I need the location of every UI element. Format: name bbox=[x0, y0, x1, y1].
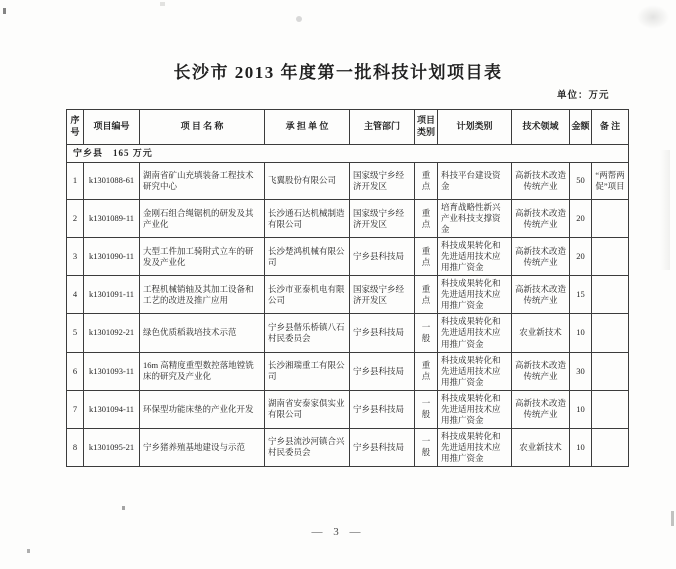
cell-undertaker: 湖南省安泰家俱实业有限公司 bbox=[265, 390, 350, 428]
cell-project-code: k1301088-61 bbox=[84, 163, 140, 200]
cell-tech-field: 农业新技术 bbox=[512, 314, 570, 352]
col-header-project-name: 项 目 名 称 bbox=[140, 110, 265, 145]
cell-remark bbox=[592, 428, 629, 466]
cell-project-code: k1301094-11 bbox=[84, 390, 140, 428]
cell-project-code: k1301092-21 bbox=[84, 314, 140, 352]
cell-department: 宁乡县科技局 bbox=[350, 238, 415, 276]
cell-remark bbox=[592, 390, 629, 428]
cell-undertaker: 宁乡县流沙河镇合兴村民委员会 bbox=[265, 428, 350, 466]
cell-project-name: 16m 高精度重型数控落地镗铣床的研究及产业化 bbox=[140, 352, 265, 390]
cell-project-code: k1301090-11 bbox=[84, 238, 140, 276]
cell-remark bbox=[592, 314, 629, 352]
cell-project-code: k1301091-11 bbox=[84, 276, 140, 314]
table-row bbox=[67, 276, 629, 314]
cell-project-code: k1301095-21 bbox=[84, 428, 140, 466]
cell-department: 国家级宁乡经济开发区 bbox=[350, 276, 415, 314]
cell-project-name: 金刚石组合绳锯机的研发及其产业化 bbox=[140, 200, 265, 238]
col-header-seq: 序号 bbox=[67, 110, 84, 145]
scan-artifact bbox=[3, 8, 6, 14]
cell-project-name: 环保型功能床垫的产业化开发 bbox=[140, 390, 265, 428]
cell-project-type: 重点 bbox=[415, 238, 438, 276]
cell-tech-field: 农业新技术 bbox=[512, 428, 570, 466]
scan-artifact bbox=[660, 150, 670, 270]
cell-plan-category: 科技成果转化和先进适用技术应用推广资金 bbox=[438, 390, 512, 428]
cell-department: 国家级宁乡经济开发区 bbox=[350, 163, 415, 200]
cell-project-name: 绿色优质稻栽培技术示范 bbox=[140, 314, 265, 352]
cell-plan-category: 科技成果转化和先进适用技术应用推广资金 bbox=[438, 428, 512, 466]
scan-artifact bbox=[296, 16, 302, 22]
table-row bbox=[67, 238, 629, 276]
scan-artifact bbox=[27, 549, 30, 553]
cell-plan-category: 科技成果转化和先进适用技术应用推广资金 bbox=[438, 276, 512, 314]
cell-amount: 10 bbox=[570, 314, 592, 352]
col-header-project-code: 项目编号 bbox=[84, 110, 140, 145]
cell-plan-category: 科技成果转化和先进适用技术应用推广资金 bbox=[438, 352, 512, 390]
cell-tech-field: 高新技术改造传统产业 bbox=[512, 238, 570, 276]
scan-artifact bbox=[671, 511, 674, 526]
cell-plan-category: 科技成果转化和先进适用技术应用推广资金 bbox=[438, 238, 512, 276]
cell-project-type: 一般 bbox=[415, 314, 438, 352]
cell-amount: 20 bbox=[570, 200, 592, 238]
cell-amount: 50 bbox=[570, 163, 592, 200]
cell-plan-category: 培育战略性新兴产业科技支撑资金 bbox=[438, 200, 512, 238]
group-row-label: 宁乡县 165 万元 bbox=[67, 145, 629, 163]
county-group-row bbox=[67, 145, 629, 163]
page-title: 长沙市 2013 年度第一批科技计划项目表 bbox=[173, 63, 503, 82]
cell-tech-field: 高新技术改造传统产业 bbox=[512, 163, 570, 200]
cell-seq: 7 bbox=[67, 390, 84, 428]
cell-department: 国家级宁乡经济开发区 bbox=[350, 200, 415, 238]
cell-project-name: 宁乡猪养殖基地建设与示范 bbox=[140, 428, 265, 466]
cell-seq: 5 bbox=[67, 314, 84, 352]
col-header-department: 主管部门 bbox=[350, 110, 415, 145]
cell-tech-field: 高新技术改造传统产业 bbox=[512, 200, 570, 238]
cell-department: 宁乡县科技局 bbox=[350, 428, 415, 466]
cell-project-type: 一般 bbox=[415, 428, 438, 466]
cell-plan-category: 科技成果转化和先进适用技术应用推广资金 bbox=[438, 314, 512, 352]
cell-project-type: 重点 bbox=[415, 352, 438, 390]
cell-amount: 15 bbox=[570, 276, 592, 314]
cell-amount: 30 bbox=[570, 352, 592, 390]
cell-seq: 1 bbox=[67, 163, 84, 200]
cell-remark bbox=[592, 238, 629, 276]
cell-project-code: k1301093-11 bbox=[84, 352, 140, 390]
col-header-tech-field: 技术领域 bbox=[512, 110, 570, 145]
cell-project-name: 湖南省矿山充填装备工程技术研究中心 bbox=[140, 163, 265, 200]
cell-undertaker: 宁乡县偕乐桥镇八石村民委员会 bbox=[265, 314, 350, 352]
cell-remark: “两帮两促”项目 bbox=[592, 163, 629, 200]
cell-seq: 6 bbox=[67, 352, 84, 390]
cell-department: 宁乡县科技局 bbox=[350, 314, 415, 352]
cell-amount: 20 bbox=[570, 238, 592, 276]
col-header-undertaker: 承 担 单 位 bbox=[265, 110, 350, 145]
table-row bbox=[67, 390, 629, 428]
cell-remark bbox=[592, 352, 629, 390]
cell-project-name: 大型工件加工骑附式立车的研发及产业化 bbox=[140, 238, 265, 276]
cell-department: 宁乡县科技局 bbox=[350, 390, 415, 428]
col-header-amount: 金额 bbox=[570, 110, 592, 145]
cell-plan-category: 科技平台建设资金 bbox=[438, 163, 512, 200]
table-row bbox=[67, 314, 629, 352]
projects-table bbox=[66, 109, 629, 467]
scan-artifact bbox=[630, 0, 676, 34]
cell-project-type: 重点 bbox=[415, 276, 438, 314]
cell-remark bbox=[592, 276, 629, 314]
scan-artifact bbox=[122, 506, 125, 510]
cell-project-name: 工程机械销轴及其加工设备和工艺的改进及推广应用 bbox=[140, 276, 265, 314]
cell-seq: 3 bbox=[67, 238, 84, 276]
cell-undertaker: 长沙湘瑞重工有限公司 bbox=[265, 352, 350, 390]
unit-note: 单位：万元 bbox=[557, 91, 610, 101]
page-number: — 3 — bbox=[311, 526, 365, 538]
col-header-plan-category: 计划类别 bbox=[438, 110, 512, 145]
header-row bbox=[67, 110, 629, 145]
cell-tech-field: 高新技术改造传统产业 bbox=[512, 276, 570, 314]
cell-project-type: 重点 bbox=[415, 200, 438, 238]
cell-tech-field: 高新技术改造传统产业 bbox=[512, 390, 570, 428]
cell-undertaker: 飞翼股份有限公司 bbox=[265, 163, 350, 200]
cell-undertaker: 长沙楚鸿机械有限公司 bbox=[265, 238, 350, 276]
col-header-remark: 备 注 bbox=[592, 110, 629, 145]
cell-undertaker: 长沙通石达机械制造有限公司 bbox=[265, 200, 350, 238]
col-header-project-type: 项目类别 bbox=[415, 110, 438, 145]
cell-remark bbox=[592, 200, 629, 238]
scan-artifact bbox=[160, 2, 165, 6]
table-row bbox=[67, 200, 629, 238]
cell-seq: 4 bbox=[67, 276, 84, 314]
table-row bbox=[67, 163, 629, 200]
table-row bbox=[67, 352, 629, 390]
cell-seq: 8 bbox=[67, 428, 84, 466]
cell-tech-field: 高新技术改造传统产业 bbox=[512, 352, 570, 390]
cell-amount: 10 bbox=[570, 390, 592, 428]
cell-amount: 10 bbox=[570, 428, 592, 466]
cell-seq: 2 bbox=[67, 200, 84, 238]
cell-project-code: k1301089-11 bbox=[84, 200, 140, 238]
cell-project-type: 一般 bbox=[415, 390, 438, 428]
cell-project-type: 重点 bbox=[415, 163, 438, 200]
cell-undertaker: 长沙市亚泰机电有限公司 bbox=[265, 276, 350, 314]
cell-department: 宁乡县科技局 bbox=[350, 352, 415, 390]
table-row bbox=[67, 428, 629, 466]
